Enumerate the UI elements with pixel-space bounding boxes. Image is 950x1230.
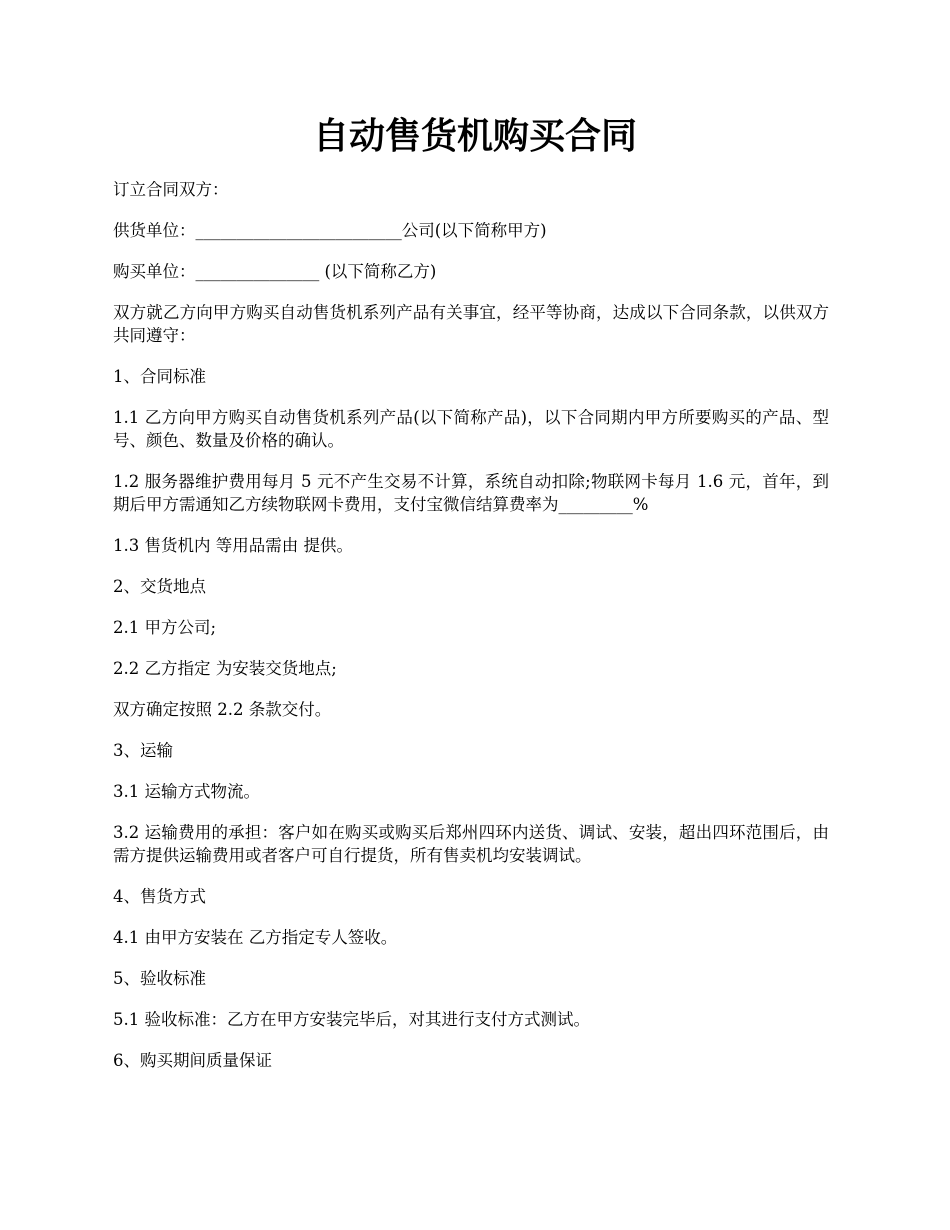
section-heading-5: 5、验收标准 <box>113 969 206 988</box>
clause-1-2: 1.2 服务器维护费用每月 5 元不产生交易不计算，系统自动扣除;物联网卡每月 1.6 元，首年，到期后甲方需通知乙方续物联网卡费用，支付宝微信结算费率为_________% <box>113 472 829 514</box>
paragraph-buyer: 购买单位：_______________ (以下简称乙方) <box>113 262 437 281</box>
section-heading-6: 6、购买期间质量保证 <box>113 1051 272 1070</box>
document-body <box>113 178 829 1090</box>
paragraph-preamble: 双方就乙方向甲方购买自动售货机系列产品有关事宜，经平等协商，达成以下合同条款，以供双方共同遵守： <box>113 303 829 345</box>
section-heading-3: 3、运输 <box>113 741 173 760</box>
clause-3-2: 3.2 运输费用的承担：客户如在购买或购买后郑州四环内送货、调试、安装，超出四环范围后，由需方提供运输费用或者客户可自行提货，所有售卖机均安装调试。 <box>113 823 829 865</box>
paragraph-parties-intro: 订立合同双方： <box>113 180 229 199</box>
paragraph-supplier: 供货单位：_________________________公司(以下简称甲方) <box>113 221 547 240</box>
section-heading-2: 2、交货地点 <box>113 577 206 596</box>
clause-1-3: 1.3 售货机内 等用品需由 提供。 <box>113 536 353 555</box>
clause-1-1: 1.1 乙方向甲方购买自动售货机系列产品(以下简称产品)，以下合同期内甲方所要购买的产品、型号、颜色、数量及价格的确认。 <box>113 408 829 450</box>
clause-2-1: 2.1 甲方公司; <box>113 618 217 637</box>
clause-5-1: 5.1 验收标准：乙方在甲方安装完毕后，对其进行支付方式测试。 <box>113 1010 590 1029</box>
section-heading-4: 4、售货方式 <box>113 887 206 906</box>
clause-2-2: 2.2 乙方指定 为安装交货地点; <box>113 659 337 678</box>
document-title: 自动售货机购买合同 <box>312 115 637 157</box>
section-heading-1: 1、合同标准 <box>113 367 206 386</box>
clause-3-1: 3.1 运输方式物流。 <box>113 782 260 801</box>
clause-4-1: 4.1 由甲方安装在 乙方指定专人签收。 <box>113 928 398 947</box>
paragraph-delivery-confirm: 双方确定按照 2.2 条款交付。 <box>113 700 332 719</box>
